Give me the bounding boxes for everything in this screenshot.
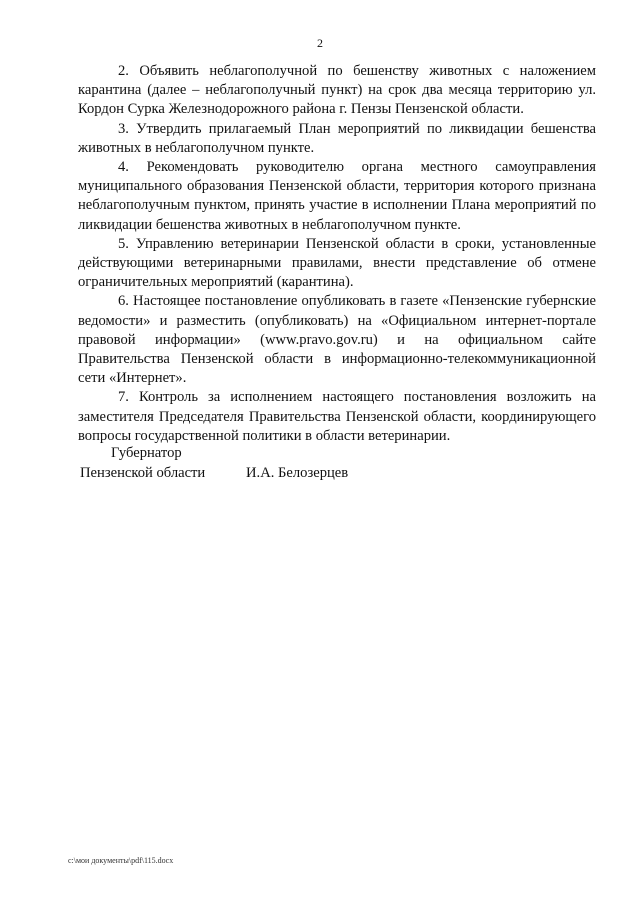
paragraph-7: 7. Контроль за исполнением настоящего постановления возложить на заместителя Председателя Правительства Пензенской области, координирующего вопросы государственной политики в области ветеринарии.	[78, 389, 596, 444]
signatory-title-line2: Пензенской области	[80, 465, 206, 481]
signature-row	[80, 463, 410, 483]
paragraph-2: 2. Объявить неблагополучной по бешенству животных с наложением карантина (далее – неблагополучный пункт) на срок два месяца территорию ул. Кордон Сурка Железнодорожного района г. Пензы Пензенской области.	[78, 63, 596, 118]
signatory-title-line1: Губернатор	[111, 445, 182, 461]
footer-file-path: c:\мои документы\pdf\115.docx	[68, 856, 174, 865]
paragraph-3: 3. Утвердить прилагаемый План мероприятий по ликвидации бешенства животных в неблагополучном пункте.	[78, 120, 596, 156]
paragraph-5: 5. Управлению ветеринарии Пензенской области в сроки, установленные действующими ветеринарными правилами, внести представление об отмене ограничительных мероприятий (карантина).	[78, 235, 596, 291]
signature-block	[80, 443, 410, 483]
paragraph-4: 4. Рекомендовать руководителю органа местного самоуправления муниципального образования Пензенской области, территория которого признана неблагополучным пунктом, принять участие в исполнении Плана мероприятий по ликвидации бешенства животных в неблагополучном пункте.	[78, 159, 596, 233]
page-number: 2	[317, 36, 323, 50]
signatory-name: И.А. Белозерцев	[246, 465, 349, 481]
document-body	[78, 62, 596, 446]
paragraph-6: 6. Настоящее постановление опубликовать в газете «Пензенские губернские ведомости» и разместить (опубликовать) на «Официальном интернет-портале правовой информации» (www.pravo.gov.ru) и на официальном сайте Правительства Пензенской области в информационно-телекоммуникационной сети «Интернет».	[78, 293, 596, 387]
